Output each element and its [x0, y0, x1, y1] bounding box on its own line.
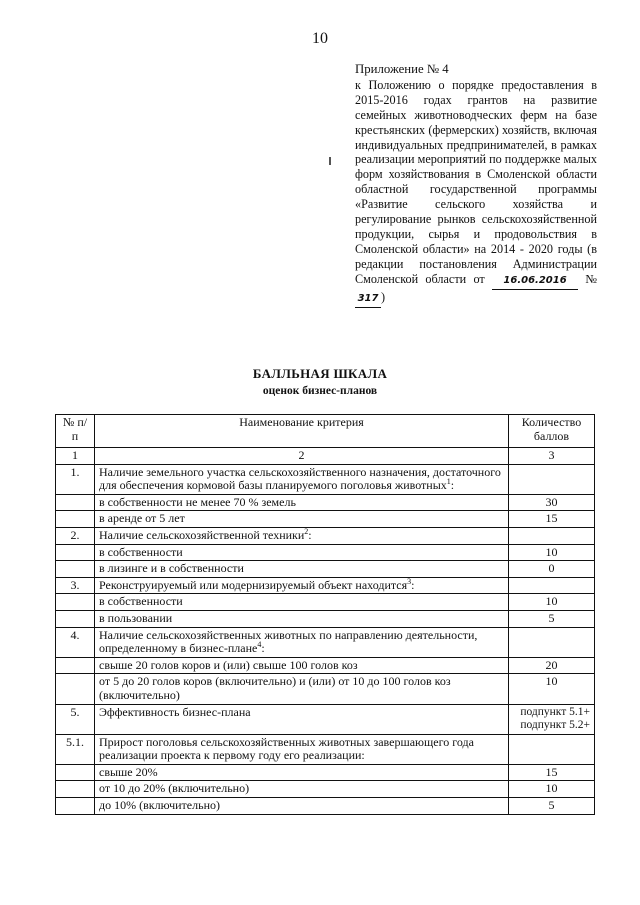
row-score: 20: [509, 657, 595, 674]
appendix-title: Приложение № 4: [355, 62, 449, 76]
criterion-text: в собственности не менее 70 % земель: [99, 494, 296, 509]
row-number: 1.: [56, 464, 95, 494]
criterion-suffix: :: [308, 527, 312, 542]
row-criterion: [95, 704, 509, 734]
footnote-ref: 4: [257, 640, 262, 650]
row-number: [56, 610, 95, 627]
row-score: [509, 464, 595, 494]
row-score: 5: [509, 798, 595, 815]
row-number: [56, 764, 95, 781]
row-score: 15: [509, 511, 595, 528]
row-criterion: [95, 734, 509, 764]
table-row: [56, 627, 595, 657]
handwritten-date: 16.06.2016: [492, 274, 578, 290]
header-num: № п/п: [56, 415, 95, 448]
row-number: 5.1.: [56, 734, 95, 764]
row-score: [509, 734, 595, 764]
table-row: [56, 610, 595, 627]
row-criterion: [95, 764, 509, 781]
criterion-text: в пользовании: [99, 610, 173, 625]
row-number: [56, 798, 95, 815]
table-row: [56, 511, 595, 528]
footnote-ref: 1: [446, 477, 451, 487]
margin-mark: [329, 157, 331, 165]
criterion-text: в собственности: [99, 544, 183, 559]
row-score: 10: [509, 544, 595, 561]
row-criterion: [95, 781, 509, 798]
table-row: [56, 561, 595, 578]
row-number: [56, 511, 95, 528]
criterion-text: от 5 до 20 голов коров (включительно) и (или) от 10 до 100 голов коз (включительно): [99, 674, 451, 702]
row-score: подпункт 5.1+ подпункт 5.2+: [509, 704, 595, 734]
index-cell: 3: [509, 448, 595, 465]
row-criterion: [95, 464, 509, 494]
table-row: [56, 494, 595, 511]
row-number: [56, 561, 95, 578]
criterion-suffix: :: [261, 641, 265, 656]
row-score: 5: [509, 610, 595, 627]
row-criterion: [95, 594, 509, 611]
row-score: 10: [509, 781, 595, 798]
row-score: 10: [509, 674, 595, 704]
row-number: [56, 657, 95, 674]
criterion-suffix: :: [411, 577, 415, 592]
footnote-ref: 3: [407, 576, 412, 586]
row-criterion: [95, 527, 509, 544]
document-title: [0, 366, 640, 397]
row-score: 0: [509, 561, 595, 578]
row-number: 3.: [56, 577, 95, 594]
table-row: [56, 764, 595, 781]
row-criterion: [95, 544, 509, 561]
row-score: [509, 577, 595, 594]
header-name: Наименование критерия: [95, 415, 509, 448]
table-row: [56, 674, 595, 704]
row-criterion: [95, 511, 509, 528]
row-criterion: [95, 674, 509, 704]
row-number: 4.: [56, 627, 95, 657]
criterion-text: в аренде от 5 лет: [99, 511, 185, 526]
row-number: [56, 674, 95, 704]
index-cell: 2: [95, 448, 509, 465]
row-score: [509, 627, 595, 657]
criterion-text: от 10 до 20% (включительно): [99, 781, 250, 796]
appendix-body: [355, 78, 597, 308]
appendix-text: к Положению о порядке предоставления в 2015-2016 годах грантов на развитие семейных животноводческих ферм на базе крестьянских (фермерских) хозяйств, включая индивидуальных предпринимателей, в рамках реализации мероприятий по поддержке малых форм хозяйствования в Смоленской области областной государственной программы «Развитие сельского хозяйства и регулирование рынков сельскохозяйственной продукции, сырья и продовольствия в Смоленской области» на 2014 - 2020 годы (в редакции постановления Администрации Смоленской области от: [355, 77, 597, 286]
table-row: [56, 594, 595, 611]
table-row: [56, 798, 595, 815]
number-sign: №: [585, 271, 597, 286]
table-row: [56, 657, 595, 674]
row-number: [56, 594, 95, 611]
row-criterion: [95, 657, 509, 674]
row-criterion: [95, 561, 509, 578]
row-score: 15: [509, 764, 595, 781]
appendix-block: [355, 62, 597, 308]
row-number: 2.: [56, 527, 95, 544]
table-row: [56, 734, 595, 764]
row-score: 10: [509, 594, 595, 611]
row-criterion: [95, 798, 509, 815]
criterion-suffix: :: [450, 478, 455, 493]
header-row: [56, 415, 595, 448]
header-score: Количество баллов: [509, 415, 595, 448]
table-row: [56, 781, 595, 798]
title-line-1: БАЛЛЬНАЯ ШКАЛА: [252, 366, 388, 381]
row-number: [56, 494, 95, 511]
row-number: [56, 781, 95, 798]
row-criterion: [95, 610, 509, 627]
footnote-ref: 2: [304, 526, 309, 536]
criterion-text: Эффективность бизнес-плана: [99, 704, 251, 719]
criterion-text: в собственности: [99, 594, 183, 609]
index-row: [56, 448, 595, 465]
title-line-2: оценок бизнес-планов: [262, 385, 378, 397]
row-score: [509, 527, 595, 544]
table-row: [56, 464, 595, 494]
row-number: [56, 544, 95, 561]
row-criterion: [95, 494, 509, 511]
criterion-text: в лизинге и в собственности: [99, 561, 244, 576]
criterion-text: Наличие сельскохозяйственных животных по направлению деятельности, определенному в бизнес-плане: [99, 627, 478, 656]
close-paren: ): [381, 289, 386, 304]
table-row: [56, 577, 595, 594]
page-number: 10: [312, 30, 328, 47]
row-number: 5.: [56, 704, 95, 734]
score-table: [55, 414, 595, 815]
row-criterion: [95, 627, 509, 657]
table-row: [56, 544, 595, 561]
criterion-text: свыше 20 голов коров и (или) свыше 100 голов коз: [99, 657, 358, 672]
criterion-text: до 10% (включительно): [99, 798, 220, 813]
index-cell: 1: [56, 448, 95, 465]
row-criterion: [95, 577, 509, 594]
table-row: [56, 527, 595, 544]
row-score: 30: [509, 494, 595, 511]
criterion-text: Наличие сельскохозяйственной техники: [99, 527, 305, 542]
handwritten-number: 317: [355, 292, 381, 308]
criterion-text: Наличие земельного участка сельскохозяйственного назначения, достаточного для обеспечения кормовой базы планируемого поголовья животных: [99, 464, 501, 493]
criterion-text: Прирост поголовья сельскохозяйственных животных завершающего года реализации проекта к первому году его реализации:: [99, 734, 474, 763]
criterion-text: Реконструируемый или модернизируемый объект находится: [99, 577, 408, 592]
criterion-text: свыше 20%: [99, 764, 158, 779]
table-row: [56, 704, 595, 734]
